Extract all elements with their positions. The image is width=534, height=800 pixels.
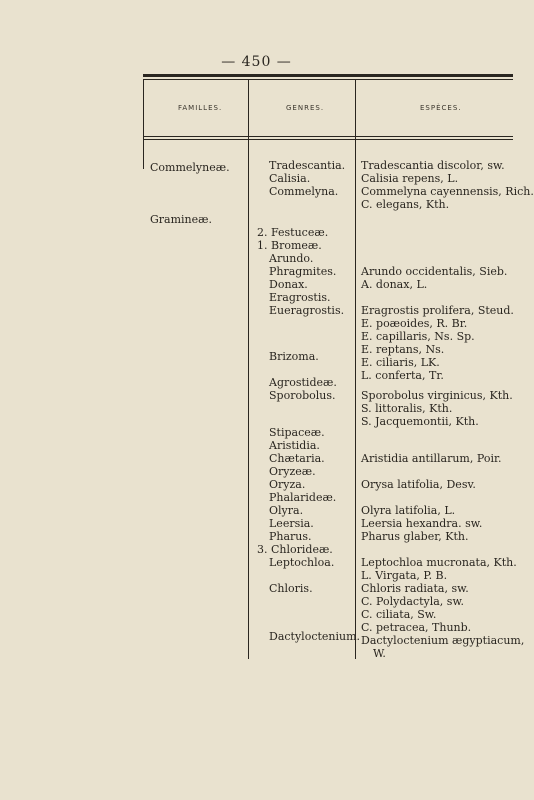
genre-cell: Chætaria.	[269, 452, 325, 465]
header-especes: ESPÈCES.	[420, 104, 462, 112]
genre-cell: Stipaceæ.	[269, 426, 325, 439]
genre-cell: Phalarideæ.	[269, 491, 337, 504]
genre-cell: Oryza.	[269, 478, 306, 491]
species-cell: Chloris radiata, sw.	[361, 582, 469, 595]
genre-cell: Phragmites.	[269, 265, 337, 278]
genre-cell: Aristidia.	[269, 439, 320, 452]
genre-cell: Sporobolus.	[269, 389, 336, 402]
genre-cell: 2. Festuceæ.	[257, 226, 329, 239]
table-top-rule	[143, 74, 513, 77]
genre-cell: 1. Bromeæ.	[257, 239, 322, 252]
species-cell: E. poæoides, R. Br.	[361, 317, 468, 330]
species-cell: S. littoralis, Kth.	[361, 402, 453, 415]
table-top-rule-thin	[143, 79, 513, 80]
page-number: — 450 —	[221, 54, 292, 70]
header-bottom-rule	[143, 136, 513, 137]
family-cell: Commelyneæ.	[150, 161, 230, 174]
genre-cell: Pharus.	[269, 530, 312, 543]
genre-cell: 3. Chlorideæ.	[257, 543, 333, 556]
species-cell: Commelyna cayennensis, Rich.	[361, 185, 534, 198]
family-cell: Gramineæ.	[150, 213, 212, 226]
genre-cell: Tradescantia.	[269, 159, 346, 172]
species-cell: Arundo occidentalis, Sieb.	[361, 265, 508, 278]
species-cell: Eragrostis prolifera, Steud.	[361, 304, 514, 317]
header-genres: GENRES.	[286, 104, 325, 112]
genre-cell: Commelyna.	[269, 185, 339, 198]
species-cell: Dactyloctenium ægyptiacum,	[361, 634, 525, 647]
species-cell: Tradescantia discolor, sw.	[361, 159, 505, 172]
species-cell: L. conferta, Tr.	[361, 369, 444, 382]
header-bottom-rule-thin	[143, 139, 513, 140]
species-cell: E. capillaris, Ns. Sp.	[361, 330, 475, 343]
species-cell: Orysa latifolia, Desv.	[361, 478, 476, 491]
species-cell: Olyra latifolia, L.	[361, 504, 456, 517]
genre-cell: Arundo.	[269, 252, 314, 265]
species-cell: Pharus glaber, Kth.	[361, 530, 469, 543]
genre-cell: Dactyloctenium.	[269, 630, 361, 643]
species-cell: W.	[373, 647, 386, 660]
species-cell: C. ciliata, Sw.	[361, 608, 437, 621]
species-cell: Aristidia antillarum, Poir.	[361, 452, 502, 465]
species-cell: Leptochloa mucronata, Kth.	[361, 556, 517, 569]
species-cell: Sporobolus virginicus, Kth.	[361, 389, 513, 402]
genre-cell: Calisia.	[269, 172, 311, 185]
species-cell: L. Virgata, P. B.	[361, 569, 448, 582]
genre-cell: Donax.	[269, 278, 308, 291]
genre-cell: Eueragrostis.	[269, 304, 345, 317]
column-divider-2	[355, 79, 356, 659]
column-divider-1	[248, 79, 249, 659]
genre-cell: Leersia.	[269, 517, 314, 530]
column-divider-left	[143, 79, 144, 169]
species-cell: E. reptans, Ns.	[361, 343, 445, 356]
genre-cell: Olyra.	[269, 504, 304, 517]
genre-cell: Leptochloa.	[269, 556, 335, 569]
genre-cell: Chloris.	[269, 582, 313, 595]
genre-cell: Brizoma.	[269, 350, 319, 363]
species-cell: A. donax, L.	[361, 278, 428, 291]
species-cell: S. Jacquemontii, Kth.	[361, 415, 479, 428]
genre-cell: Agrostideæ.	[269, 376, 337, 389]
genre-cell: Oryzeæ.	[269, 465, 316, 478]
header-families: FAMILLES.	[178, 104, 223, 112]
species-cell: C. Polydactyla, sw.	[361, 595, 465, 608]
species-cell: Calisia repens, L.	[361, 172, 459, 185]
species-cell: Leersia hexandra. sw.	[361, 517, 483, 530]
species-cell: E. ciliaris, LK.	[361, 356, 440, 369]
species-cell: C. petracea, Thunb.	[361, 621, 472, 634]
species-cell: C. elegans, Kth.	[361, 198, 450, 211]
genre-cell: Eragrostis.	[269, 291, 331, 304]
